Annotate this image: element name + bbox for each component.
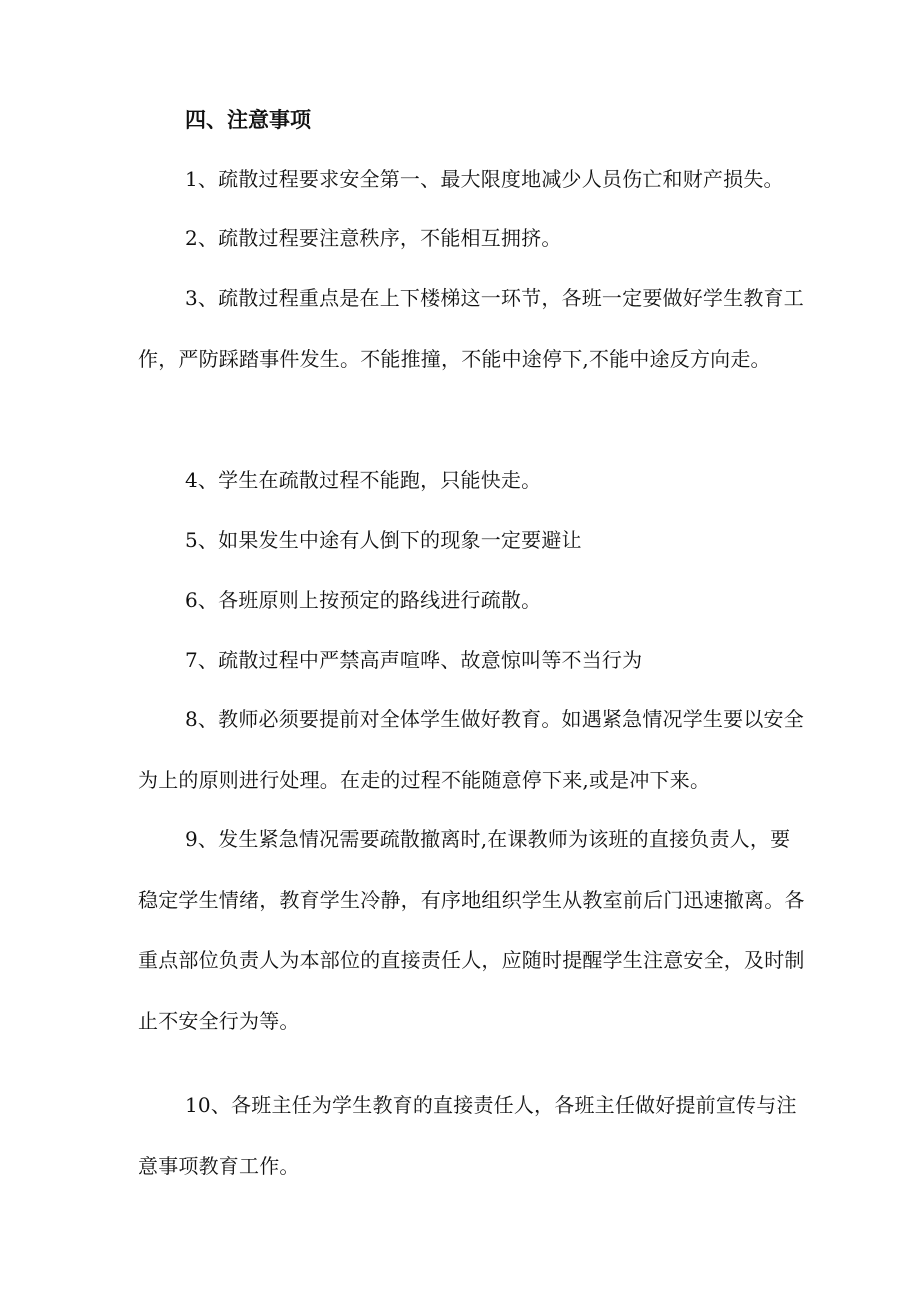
notice-item-8: 8、教师必须要提前对全体学生做好教育。如遇紧急情况学生要以安全为上的原则进行处理。在走的过程不能随意停下来,或是冲下来。 — [138, 707, 804, 792]
notice-item-3: 3、疏散过程重点是在上下楼梯这一环节，各班一定要做好学生教育工作，严防踩踏事件发生。不能推撞，不能中途停下,不能中途反方向走。 — [138, 286, 804, 371]
notice-item-9: 9、发生紧急情况需要疏散撤离时,在课教师为该班的直接负责人，要稳定学生情绪，教育学生冷静，有序地组织学生从教室前后门迅速撤离。各重点部位负责人为本部位的直接责任人，应随时提醒学生注意安全，及时制止不安全行为等。 — [138, 827, 805, 1033]
notice-item-6: 6、各班原则上按预定的路线进行疏散。 — [185, 588, 542, 612]
notice-item-5: 5、如果发生中途有人倒下的现象一定要避让 — [185, 528, 582, 552]
notice-item-4: 4、学生在疏散过程不能跑，只能快走。 — [185, 468, 542, 492]
notice-item-1: 1、疏散过程要求安全第一、最大限度地减少人员伤亡和财产损失。 — [185, 167, 784, 191]
notice-item-7: 7、疏散过程中严禁高声喧哗、故意惊叫等不当行为 — [185, 648, 643, 672]
notice-item-10: 10、各班主任为学生教育的直接责任人，各班主任做好提前宣传与注意事项教育工作。 — [138, 1093, 797, 1178]
notice-item-2: 2、疏散过程要注意秩序，不能相互拥挤。 — [185, 226, 562, 250]
section-heading: 四、注意事项 — [185, 107, 311, 132]
